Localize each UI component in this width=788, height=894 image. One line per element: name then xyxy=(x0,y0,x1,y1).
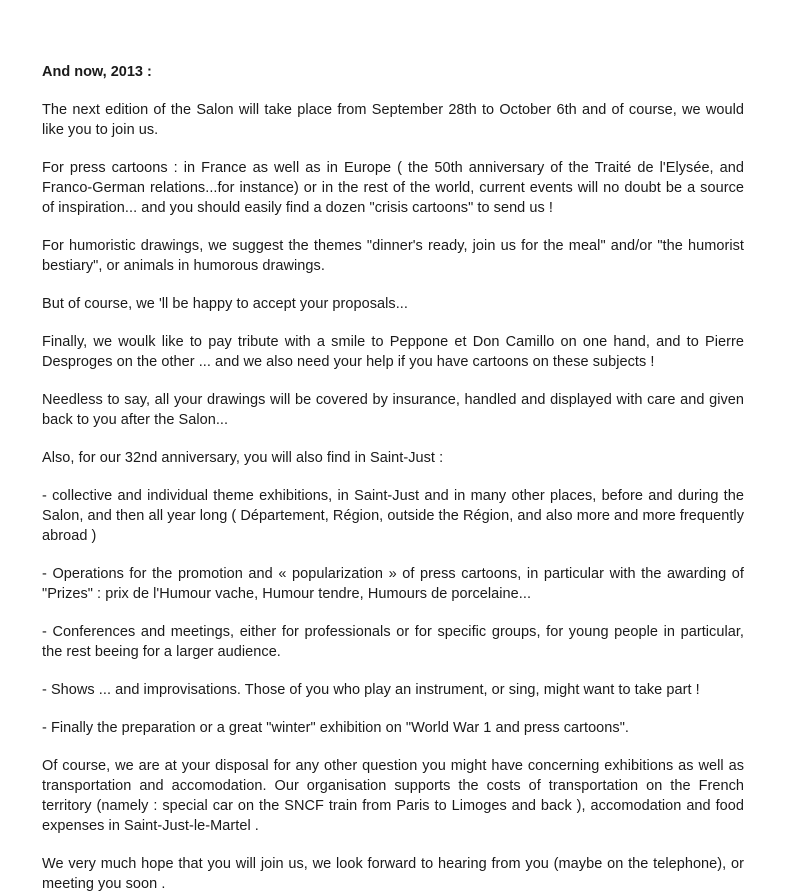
paragraph-insurance: Needless to say, all your drawings will be covered by insurance, handled and displayed with care and given back to you after the Salon... xyxy=(42,392,744,428)
paragraph-press-cartoons: For press cartoons : in France as well as in Europe ( the 50th anniversary of the Traité de l'Elysée, and Franco-German relations...for instance) or in the rest of the world, current events will no doubt be a source of inspiration... and you should easily find a dozen "crisis cartoons" to send us ! xyxy=(42,160,744,216)
list-item-shows: - Shows ... and improvisations. Those of you who play an instrument, or sing, might want to take part ! xyxy=(42,682,700,698)
paragraph-tribute: Finally, we woulk like to pay tribute with a smile to Peppone et Don Camillo on one hand, and to Pierre Desproges on the other ... and we also need your help if you have cartoons on these subjects ! xyxy=(42,334,744,370)
paragraph-closing: We very much hope that you will join us, we look forward to hearing from you (maybe on the telephone), or meeting you soon . xyxy=(42,856,744,892)
paragraph-proposals: But of course, we 'll be happy to accept your proposals... xyxy=(42,296,408,312)
list-item-winter-exhibition: - Finally the preparation or a great "winter" exhibition on "World War 1 and press cartoons". xyxy=(42,720,629,736)
paragraph-anniversary: Also, for our 32nd anniversary, you will also find in Saint-Just : xyxy=(42,450,444,466)
paragraph-salon-dates: The next edition of the Salon will take place from September 28th to October 6th and of course, we would like you to join us. xyxy=(42,102,744,138)
paragraph-disposal: Of course, we are at your disposal for any other question you might have concerning exhibitions as well as transportation and accomodation. Our organisation supports the costs of transportation on the French territory (namely : special car on the SNCF train from Paris to Limoges and back ), accomodation and food expenses in Saint-Just-le-Martel . xyxy=(42,758,744,834)
document-page xyxy=(42,62,744,894)
list-item-exhibitions: - collective and individual theme exhibitions, in Saint-Just and in many other places, before and during the Salon, and then all year long ( Département, Région, outside the Région, and also more and more frequently abroad ) xyxy=(42,488,744,544)
list-item-promotion: - Operations for the promotion and « popularization » of press cartoons, in particular with the awarding of "Prizes" : prix de l'Humour vache, Humour tendre, Humours de porcelaine... xyxy=(42,566,744,602)
paragraph-humoristic-drawings: For humoristic drawings, we suggest the themes "dinner's ready, join us for the meal" and/or "the humorist bestiary", or animals in humorous drawings. xyxy=(42,238,744,274)
list-item-conferences: - Conferences and meetings, either for professionals or for specific groups, for young people in particular, the rest beeing for a larger audience. xyxy=(42,624,744,660)
document-heading: And now, 2013 : xyxy=(42,64,152,80)
